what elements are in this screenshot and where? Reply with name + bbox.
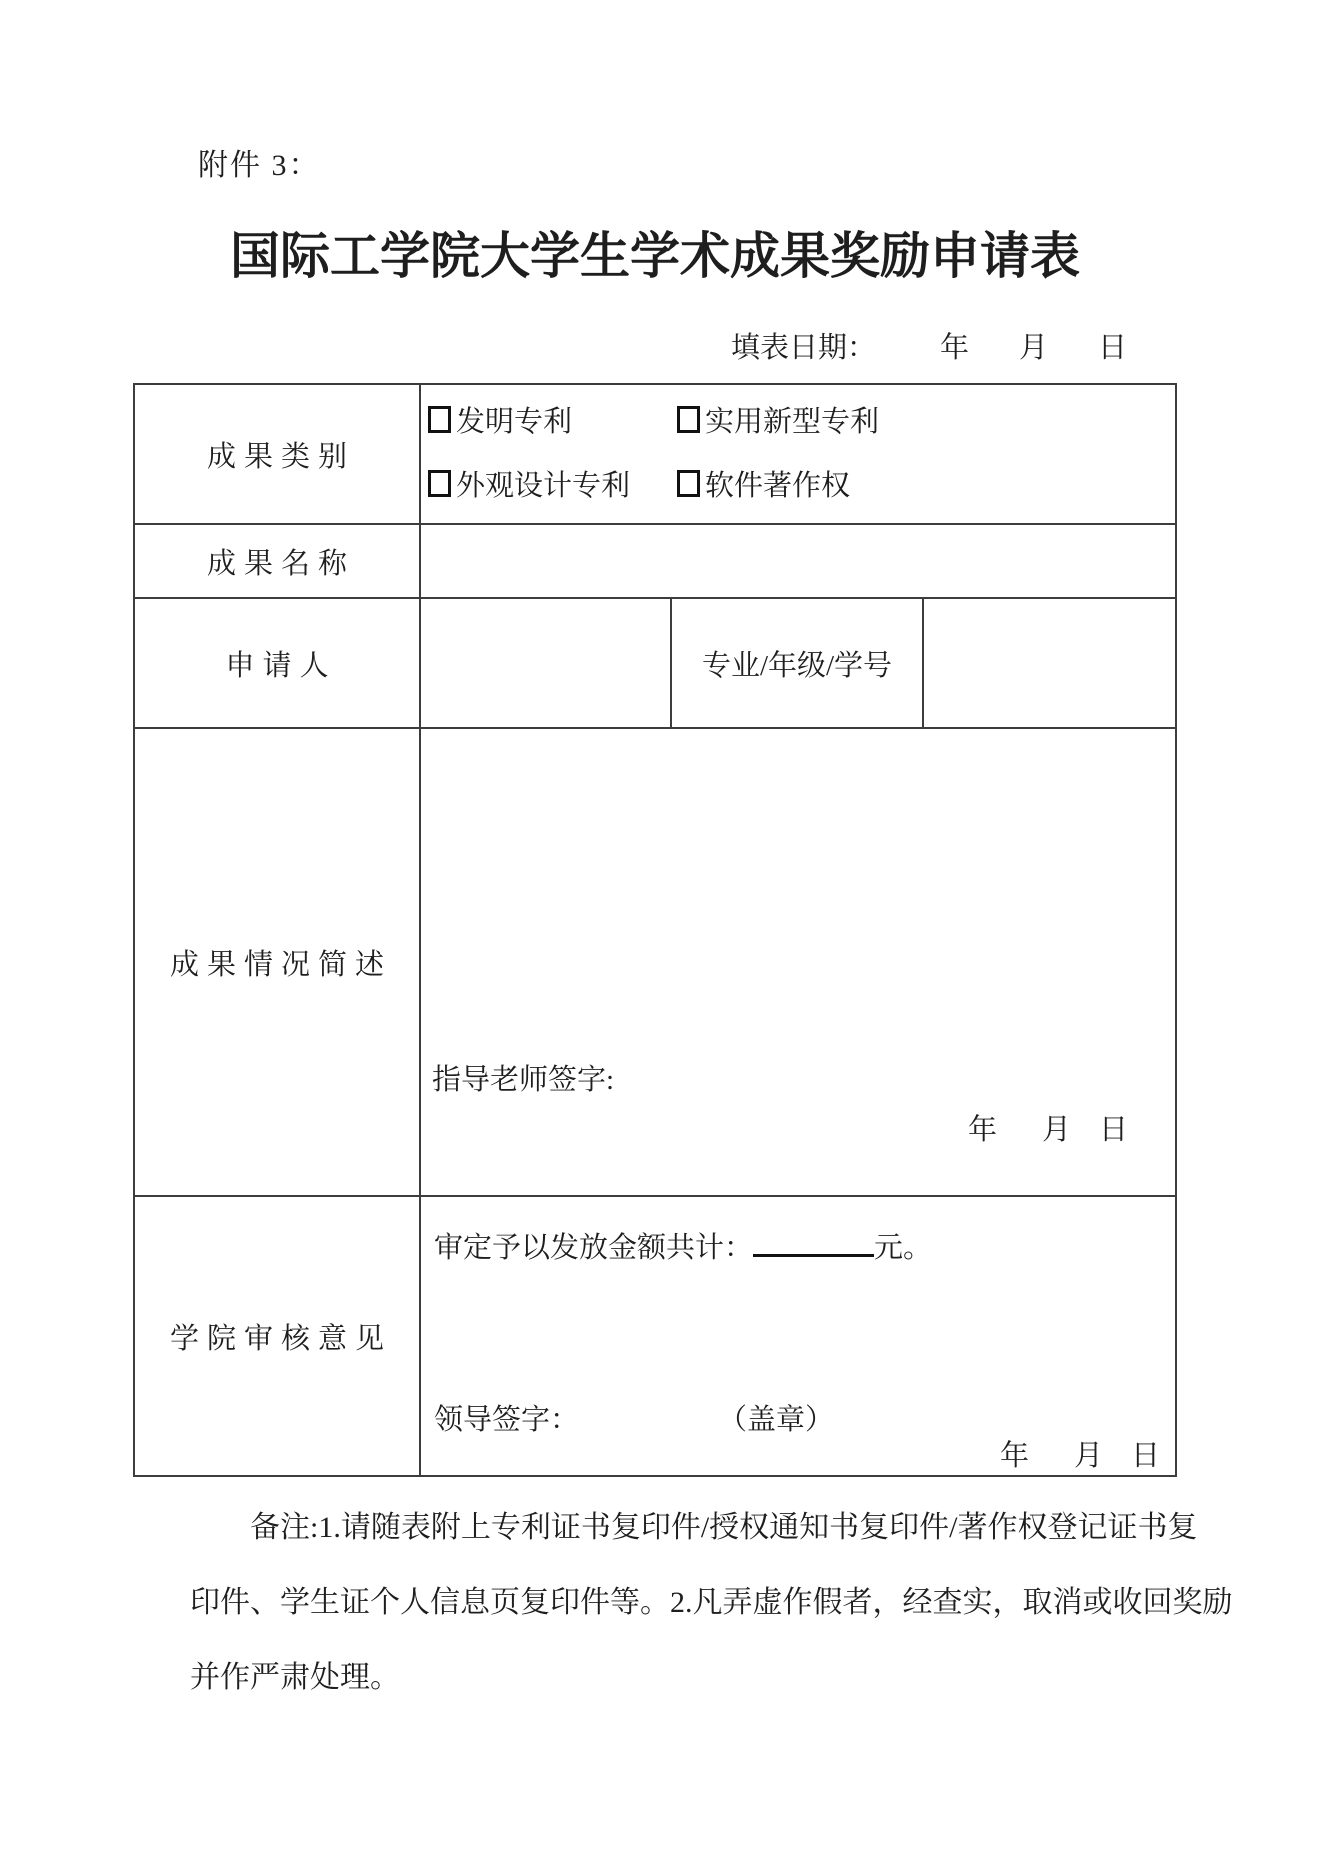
program-grade-id-field[interactable] [924, 599, 1175, 727]
college-review-label: 学院审核意见 [135, 1197, 421, 1475]
advisor-date-year-label: 年 [967, 1114, 997, 1146]
option-design-patent [428, 463, 677, 504]
fill-date-year-label: 年 [939, 332, 969, 364]
checkbox-design-patent-icon[interactable] [428, 470, 451, 497]
row-achievement-name [135, 523, 1175, 597]
row-summary [135, 727, 1175, 1195]
leader-date-month-label: 月 [1073, 1440, 1103, 1472]
remarks-line-1: 备注:1.请随表附上专利证书复印件/授权通知书复印件/著作权登记证书复 [250, 1511, 1198, 1544]
category-options-cell [421, 385, 1175, 523]
option-utility-model-patent-label: 实用新型专利 [705, 406, 880, 438]
option-invention-patent [428, 399, 677, 440]
advisor-date-month-label: 月 [1041, 1114, 1071, 1146]
option-design-patent-label: 外观设计专利 [456, 470, 631, 502]
attachment-label: 附件 3： [198, 149, 321, 182]
checkbox-software-copyright-icon[interactable] [677, 470, 700, 497]
summary-field[interactable] [421, 729, 1175, 1195]
leader-date-year-label: 年 [999, 1440, 1029, 1472]
advisor-date-day-label: 日 [1098, 1114, 1128, 1146]
program-grade-id-label: 专业/年级/学号 [672, 599, 924, 727]
row-college-review [135, 1195, 1175, 1475]
achievement-name-field[interactable] [421, 525, 1175, 597]
leader-date-day-label: 日 [1130, 1440, 1160, 1472]
advisor-signature-date [968, 1115, 1128, 1145]
seal-label: （盖章） [718, 1404, 835, 1436]
fill-date-day-label: 日 [1097, 332, 1127, 364]
page-title: 国际工学院大学生学术成果奖励申请表 [230, 228, 1080, 284]
leader-signature-date [1000, 1441, 1160, 1471]
category-options-line-2 [421, 463, 1175, 504]
leader-signature-label: 领导签字： [434, 1404, 580, 1436]
advisor-signature-label: 指导老师签字: [432, 1064, 615, 1096]
applicant-label: 申请人 [135, 599, 421, 727]
row-applicant [135, 597, 1175, 727]
application-form-table [133, 383, 1177, 1477]
remarks-line-3: 并作严肃处理。 [190, 1661, 400, 1694]
category-label: 成果类别 [135, 385, 421, 523]
option-invention-patent-label: 发明专利 [456, 406, 573, 438]
summary-label: 成果情况简述 [135, 729, 421, 1195]
college-review-field[interactable] [421, 1197, 1175, 1475]
remarks-line-2: 印件、学生证个人信息页复印件等。2.凡弄虚作假者，经查实，取消或收回奖励 [190, 1586, 1233, 1619]
category-options-line-1 [421, 399, 1175, 440]
fill-date-line [133, 330, 1177, 366]
checkbox-utility-model-patent-icon[interactable] [677, 406, 700, 433]
option-software-copyright [677, 463, 850, 504]
checkbox-invention-patent-icon[interactable] [428, 406, 451, 433]
row-category [135, 385, 1175, 523]
approved-amount-blank-field[interactable] [753, 1228, 874, 1257]
applicant-name-field[interactable] [421, 599, 672, 727]
approved-amount-line [434, 1228, 1175, 1263]
achievement-name-label: 成果名称 [135, 525, 421, 597]
approved-amount-label: 审定予以发放金额共计： [434, 1232, 754, 1264]
approved-amount-unit-label: 元。 [874, 1232, 933, 1264]
option-software-copyright-label: 软件著作权 [705, 470, 851, 502]
fill-date-label: 填表日期： [730, 332, 876, 364]
option-utility-model-patent [677, 399, 879, 440]
remarks [190, 1490, 1233, 1715]
category-options [421, 385, 1175, 523]
fill-date-month-label: 月 [1018, 332, 1048, 364]
leader-signature-line [434, 1405, 1175, 1435]
